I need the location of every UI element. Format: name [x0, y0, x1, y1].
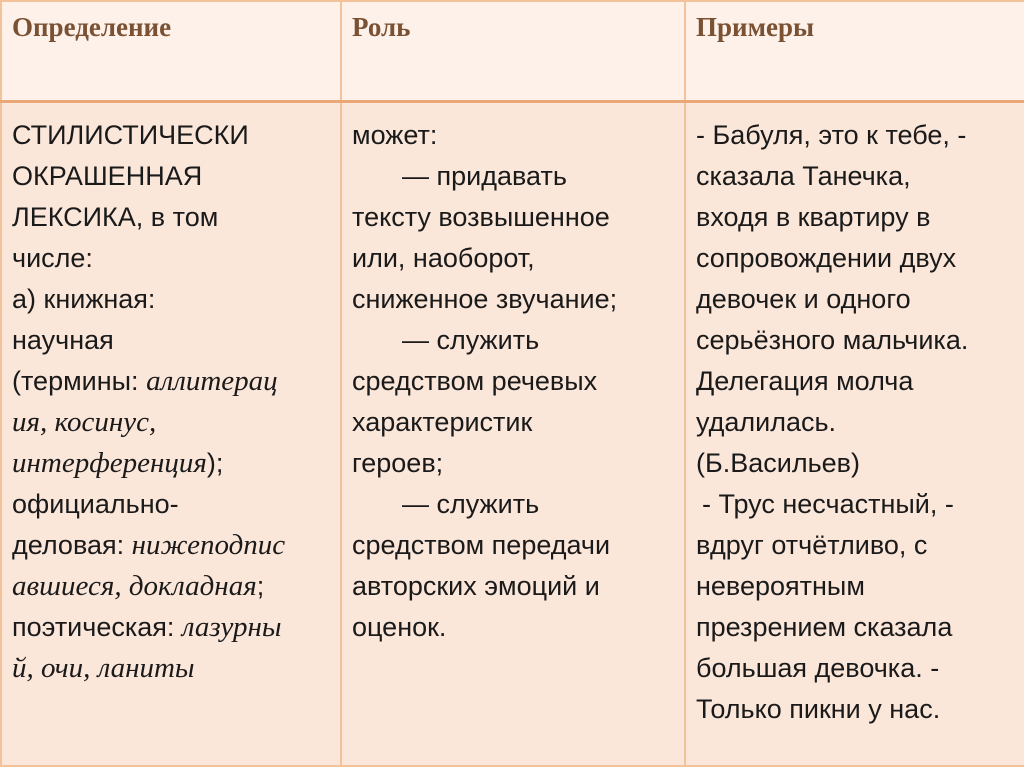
example-line: - Трус несчастный, - [702, 488, 954, 519]
role-line: — служить [402, 488, 540, 519]
header-row [1, 1, 1024, 101]
definition-text: ; [256, 570, 265, 601]
role-line: сниженное звучание; [352, 283, 618, 314]
definition-example-term: нижеподпис [131, 528, 286, 561]
role-line: авторских эмоций и [352, 570, 600, 601]
definition-line [12, 607, 332, 648]
definition-example-term: ия, косинус, [12, 405, 157, 438]
definition-line: официально- [12, 488, 179, 519]
example-line: (Б.Васильев) [696, 447, 860, 478]
example-line: серьёзного мальчика. [696, 324, 969, 355]
example-line: удалилась. [696, 406, 837, 437]
example-line: вдруг отчётливо, с [696, 529, 928, 560]
example-line: сопровождении двух [696, 242, 957, 273]
role-line: средством речевых [352, 365, 598, 396]
definition-example-term: й, очи, ланиты [12, 651, 195, 684]
definition-line: а) книжная: [12, 283, 156, 314]
definition-line: научная [12, 324, 114, 355]
header-examples: Примеры [685, 1, 1024, 101]
example-line: девочек и одного [696, 283, 911, 314]
role-cell [341, 101, 685, 766]
definition-cell [1, 101, 341, 766]
content-row [1, 101, 1024, 766]
role-line: — придавать [402, 160, 567, 191]
role-line: характеристик [352, 406, 533, 437]
example-line: невероятным [696, 570, 865, 601]
definition-example-term: лазурны [181, 610, 282, 643]
role-line: оценок. [352, 611, 447, 642]
definition-line [12, 566, 332, 607]
definition-line: ОКРАШЕННАЯ [12, 160, 203, 191]
role-line: или, наоборот, [352, 242, 535, 273]
example-line: Делегация молча [696, 365, 914, 396]
role-line: может: [352, 119, 438, 150]
role-line: героев; [352, 447, 444, 478]
definition-example-term: аллитерац [146, 364, 278, 397]
role-line: тексту возвышенное [352, 201, 610, 232]
header-role: Роль [341, 1, 685, 101]
definition-text: деловая: [12, 529, 132, 560]
definition-line [12, 361, 332, 402]
definition-line [12, 443, 332, 484]
definition-line [12, 525, 332, 566]
example-line: сказала Танечка, [696, 160, 911, 191]
definition-text: поэтическая: [12, 611, 182, 642]
definition-text: ); [206, 447, 224, 478]
example-line: большая девочка. - [696, 652, 940, 683]
example-line: презрением сказала [696, 611, 953, 642]
role-line: средством передачи [352, 529, 611, 560]
example-line: Только пикни у нас. [696, 693, 941, 724]
header-definition: Определение [1, 1, 341, 101]
example-line: входя в квартиру в [696, 201, 931, 232]
definition-line: числе: [12, 242, 93, 273]
role-line: — служить [402, 324, 540, 355]
definition-text: (термины: [12, 365, 147, 396]
definition-example-term: интерференция [12, 446, 207, 479]
example-line: - Бабуля, это к тебе, - [696, 119, 967, 150]
definition-example-term: авшиеся, докладная [12, 569, 257, 602]
examples-cell [685, 101, 1024, 766]
definition-line: ЛЕКСИКА, в том [12, 201, 219, 232]
definition-line: СТИЛИСТИЧЕСКИ [12, 119, 249, 150]
